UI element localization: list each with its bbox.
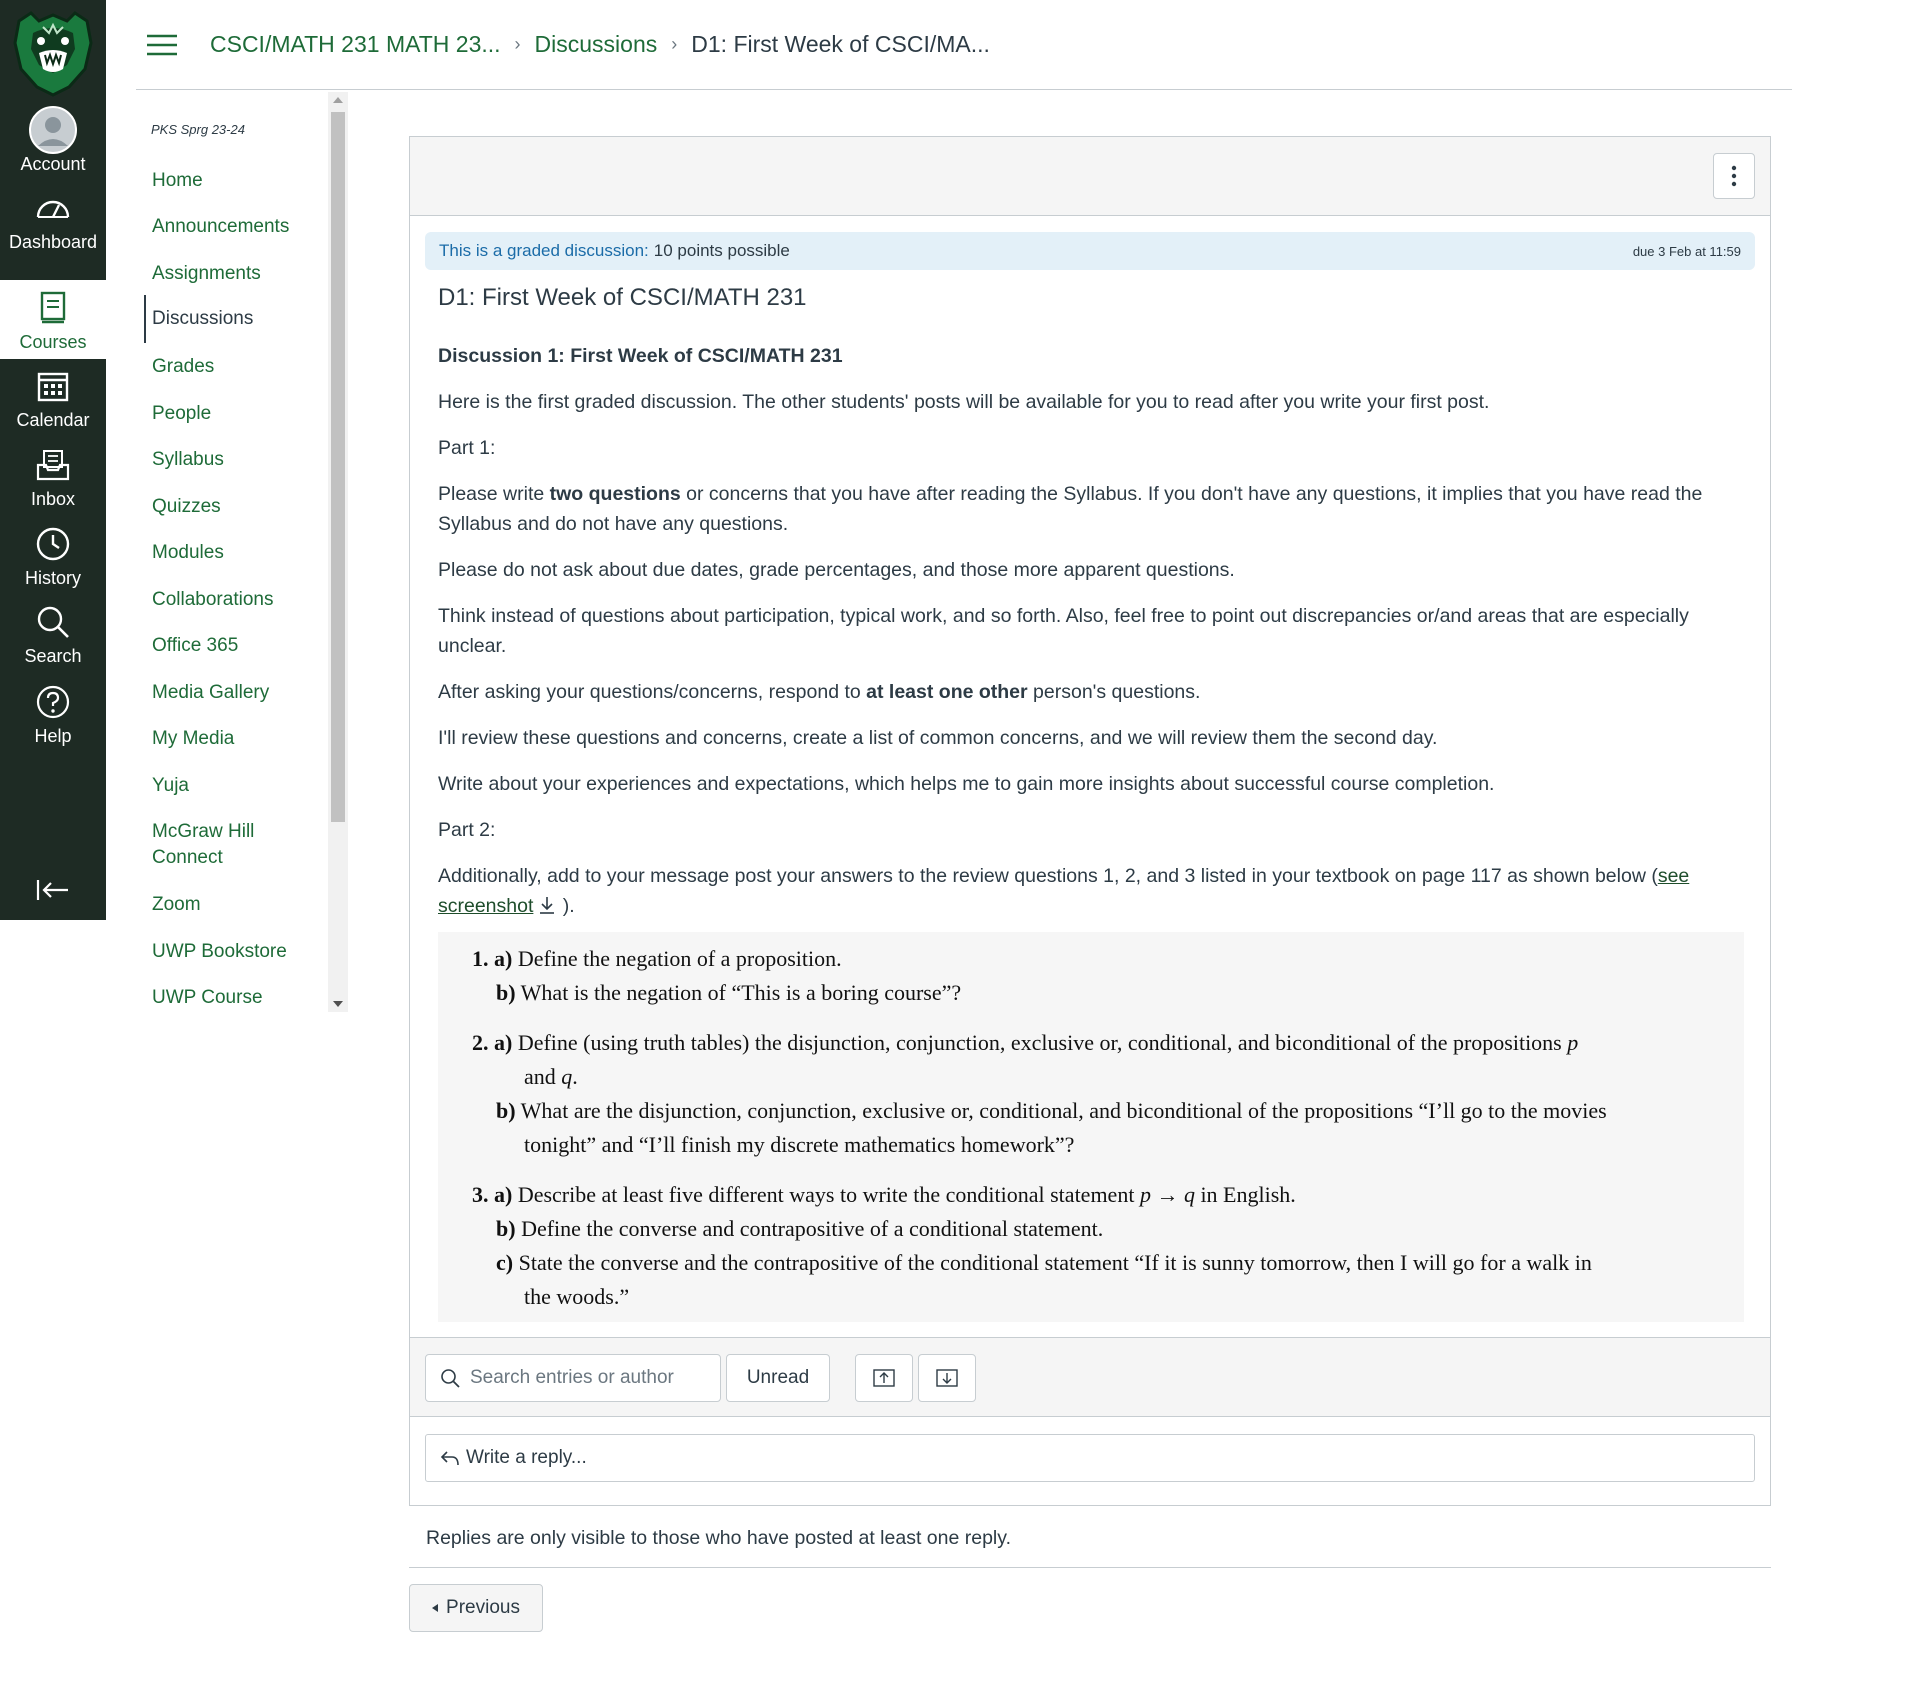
see-screenshot-link[interactable]: see screenshot [438, 865, 1690, 917]
paragraph-3: Think instead of questions about participation, typical work, and so forth. Also, feel free to point out discrepancies or/and areas that are especially unclear. [438, 605, 1689, 657]
collapse-nav-button[interactable] [0, 860, 106, 920]
discussion-card [409, 136, 1771, 1506]
global-nav-label: Search [24, 646, 82, 666]
discussion-heading: Discussion 1: First Week of CSCI/MATH 231 [438, 345, 843, 367]
global-nav-label: Courses [19, 332, 87, 352]
global-nav-label: History [24, 568, 81, 588]
replies-visibility-note: Replies are only visible to those who have posted at least one reply. [426, 1527, 1011, 1549]
points-possible: 10 points possible [653, 241, 790, 260]
discussion-toolbar [410, 1337, 1770, 1417]
reply-placeholder: Write a reply... [466, 1447, 587, 1468]
scroll-up-icon[interactable] [333, 97, 343, 103]
download-arrow-icon [936, 1369, 958, 1387]
upload-arrow-icon [873, 1369, 895, 1387]
course-nav-people[interactable]: People [152, 403, 212, 424]
course-nav-yuja[interactable]: Yuja [152, 775, 189, 796]
breadcrumb-current: D1: First Week of CSCI/MA... [691, 31, 990, 57]
school-logo[interactable] [0, 0, 106, 102]
global-nav-inbox[interactable] [0, 437, 106, 516]
course-nav-my-media[interactable]: My Media [152, 728, 235, 749]
global-nav-label: Help [34, 726, 72, 746]
course-nav-media-gallery[interactable]: Media Gallery [152, 682, 270, 703]
account-icon [29, 108, 77, 152]
help-icon [36, 680, 70, 724]
search-icon [440, 1368, 460, 1388]
course-nav-quizzes[interactable]: Quizzes [152, 496, 221, 517]
paragraph-6: Write about your experiences and expectations, which helps me to gain more insights about successful course completion. [438, 773, 1495, 795]
course-nav-collaborations[interactable]: Collaborations [152, 589, 274, 610]
global-nav-history[interactable] [0, 516, 106, 595]
previous-button[interactable] [409, 1584, 543, 1632]
global-nav-calendar[interactable] [0, 358, 106, 437]
calendar-icon [37, 364, 69, 408]
paragraph-4: After asking your questions/concerns, respond to at least one other person's questions. [438, 681, 1201, 703]
discussion-title: D1: First Week of CSCI/MATH 231 [438, 284, 807, 311]
kebab-menu-icon [1731, 165, 1737, 187]
chevron-right-icon: › [514, 34, 521, 54]
hamburger-icon [146, 33, 178, 57]
courses-icon [39, 286, 67, 330]
graded-discussion-banner [425, 232, 1755, 270]
course-nav-discussions[interactable]: Discussions [144, 295, 334, 343]
paragraph-5: I'll review these questions and concerns, create a list of common concerns, and we will review them the second day. [438, 727, 1438, 749]
global-nav-label: Dashboard [8, 232, 98, 252]
sort-descending-button[interactable] [918, 1354, 976, 1402]
global-nav-account[interactable] [0, 102, 106, 181]
paragraph-7: Additionally, add to your message post your answers to the review questions 1, 2, and 3 listed in your textbook on page 117 as shown below (see screenshot ). [438, 865, 1690, 917]
global-navigation [0, 0, 106, 920]
scroll-down-icon[interactable] [333, 1001, 343, 1007]
divider [409, 1567, 1771, 1568]
collapse-arrow-icon [36, 878, 70, 902]
textbook-review-questions: 1. a) Define the negation of a proposition. b) What is the negation of “This is a boring course”? 2. a) Define (using truth tables) the disjunction, conjunction, exclusive or, conditional, and biconditional of the propositions p and q. b) What are the disjunction, conjunction, exclusive or, conditional, and biconditional of the propositions “I’ll go to the movies tonight” and “I’ll finish my discrete mathematics homework”? 3. a) Describe at least five different ways to write the conditional statement p → q in English. b) Define the converse and contrapositive of a conditional statement. c) State the converse and the contrapositive of the conditional statement “If it is sunny tomorrow, then I will go for a walk in the woods.” [438, 932, 1744, 1322]
global-nav-help[interactable] [0, 674, 106, 753]
global-nav-label: Account [20, 154, 86, 174]
previous-label: Previous [446, 1597, 520, 1618]
part1-label: Part 1: [438, 437, 496, 459]
graded-label: This is a graded discussion: [439, 241, 649, 260]
top-bar [136, 0, 1792, 90]
discussion-options-button[interactable] [1713, 153, 1755, 199]
course-nav-uwp-course[interactable]: UWP Course [152, 987, 263, 1008]
global-nav-label: Calendar [16, 410, 90, 430]
scrollbar-thumb[interactable] [331, 112, 345, 822]
unread-filter-button[interactable]: Unread [726, 1354, 830, 1402]
dashboard-icon [35, 186, 71, 230]
write-reply-input[interactable] [425, 1434, 1755, 1482]
caret-left-icon [432, 1604, 438, 1612]
course-nav-scrollbar[interactable] [328, 92, 348, 1012]
download-icon[interactable] [537, 895, 557, 915]
course-nav-mcgraw-hill-connect[interactable]: McGraw Hill Connect [152, 821, 255, 868]
search-entries-input[interactable] [425, 1354, 721, 1402]
due-date: due 3 Feb at 11:59 [1632, 243, 1741, 259]
course-nav-grades[interactable]: Grades [152, 356, 215, 377]
global-nav-search[interactable] [0, 594, 106, 673]
course-nav-uwp-bookstore[interactable]: UWP Bookstore [152, 941, 287, 962]
course-nav-modules[interactable]: Modules [152, 542, 224, 563]
paragraph-2: Please do not ask about due dates, grade percentages, and those more apparent questions. [438, 559, 1235, 581]
breadcrumb-discussions[interactable]: Discussions [534, 31, 658, 57]
course-nav-announcements[interactable]: Announcements [152, 216, 290, 237]
history-icon [36, 522, 70, 566]
course-nav-assignments[interactable]: Assignments [152, 263, 261, 284]
reply-arrow-icon [440, 1450, 460, 1466]
breadcrumb [210, 31, 990, 58]
paragraph-1: Please write two questions or concerns that you have after reading the Syllabus. If you don't have any questions, it implies that you have read the Syllabus and do not have any questions. [438, 483, 1703, 535]
course-term: PKS Sprg 23-24 [151, 122, 245, 137]
part2-label: Part 2: [438, 819, 496, 841]
course-menu-toggle[interactable] [140, 23, 184, 67]
sort-ascending-button[interactable] [855, 1354, 913, 1402]
course-nav-syllabus[interactable]: Syllabus [152, 449, 224, 470]
search-placeholder: Search entries or author [470, 1367, 674, 1388]
discussion-body [438, 341, 1748, 937]
discussion-card-header [410, 137, 1770, 216]
chevron-right-icon: › [671, 34, 678, 54]
course-nav-home[interactable]: Home [152, 170, 203, 191]
global-nav-courses[interactable] [0, 280, 106, 359]
search-icon [36, 600, 70, 644]
course-nav-zoom[interactable]: Zoom [152, 894, 201, 915]
global-nav-label: Inbox [30, 489, 76, 509]
course-nav-office-365[interactable]: Office 365 [152, 635, 239, 656]
course-navigation [136, 92, 348, 1012]
breadcrumb-course[interactable]: CSCI/MATH 231 MATH 23... [210, 31, 501, 57]
global-nav-dashboard[interactable] [0, 180, 106, 259]
bear-logo-icon [5, 3, 101, 99]
inbox-icon [36, 443, 70, 487]
discussion-intro: Here is the first graded discussion. The other students' posts will be available for you to read after you write your first post. [438, 391, 1490, 413]
